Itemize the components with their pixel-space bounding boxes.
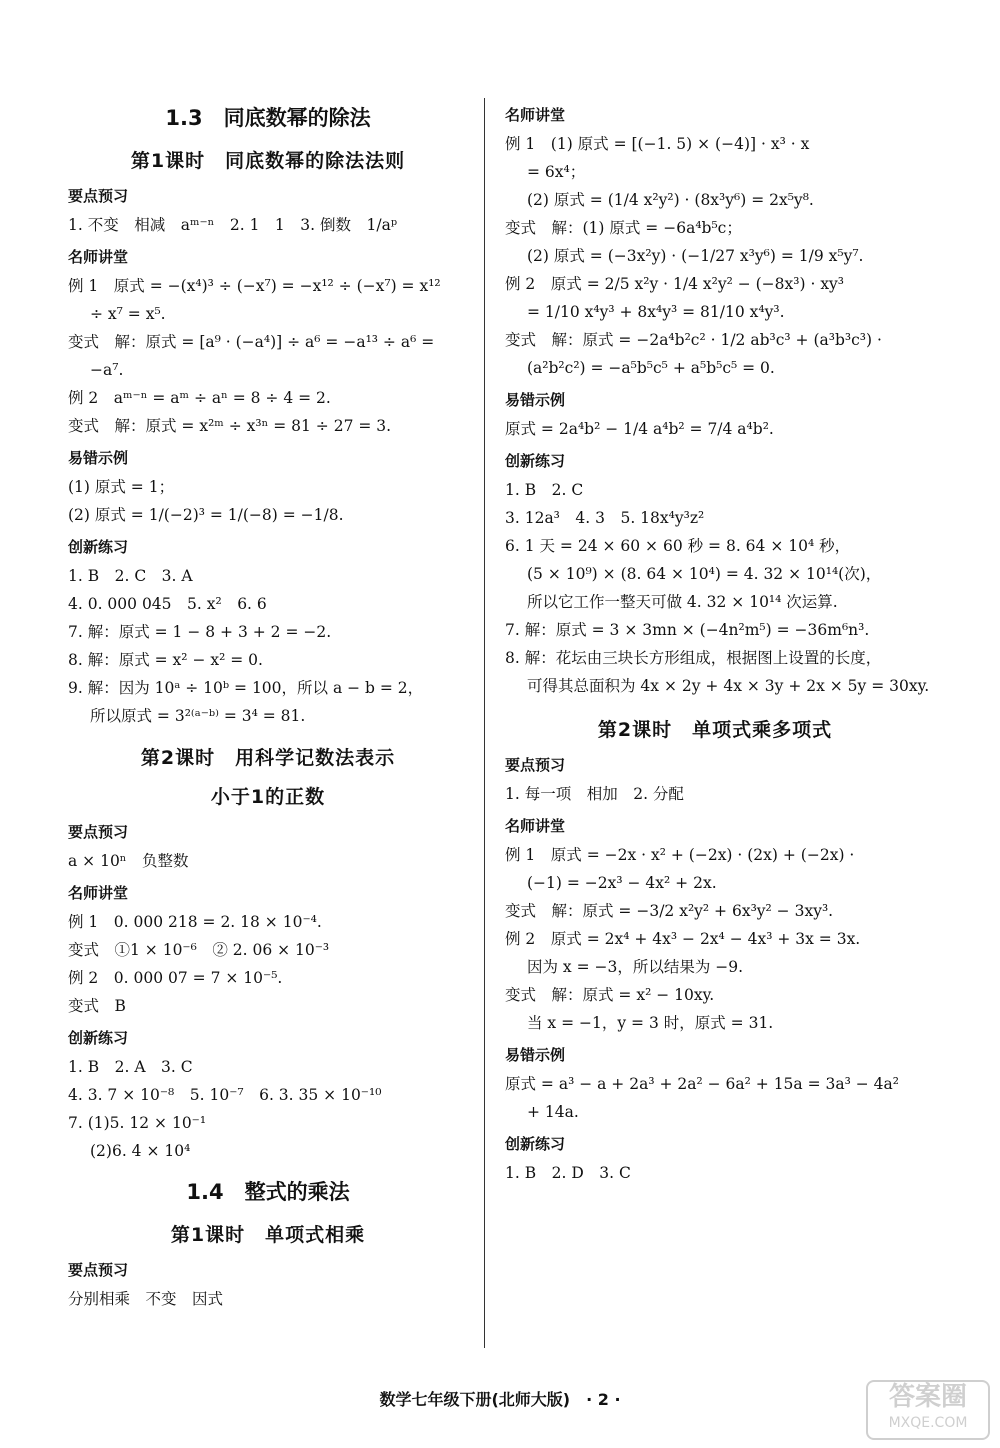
answer-line: 例 2 0. 000 07 = 7 × 10⁻⁵. (68, 969, 283, 987)
answer-line: + 14a. (527, 1103, 579, 1121)
lesson2-content (68, 821, 468, 1164)
answer-line: 8. 解：原式 = x² − x² = 0. (68, 651, 263, 669)
answer-line: 1. B 2. A 3. C (68, 1058, 193, 1076)
column-divider (484, 98, 485, 1348)
answer-line: 变式 解：原式 = x²ᵐ ÷ x³ⁿ = 81 ÷ 27 = 3. (68, 417, 392, 435)
lesson1-content (68, 185, 468, 729)
section-heading: 易错示例 (505, 1046, 566, 1064)
answer-line: 3. 12a³ 4. 3 5. 18x⁴y³z² (505, 509, 705, 527)
answer-line: 7. 解：原式 = 1 − 8 + 3 + 2 = −2. (68, 623, 332, 641)
section-heading: 易错示例 (68, 449, 129, 467)
lesson-title-1: 第1课时 同底数幂的除法法则 (130, 150, 406, 172)
answer-line: 例 2 原式 = 2x⁴ + 4x³ − 2x⁴ − 4x³ + 3x = 3x. (505, 930, 861, 948)
answer-line: ÷ x⁷ = x⁵. (90, 305, 166, 323)
answer-line: 变式 ①1 × 10⁻⁶ ② 2. 06 × 10⁻³ (68, 941, 330, 959)
watermark-url: MXQE.COM (888, 1415, 968, 1431)
answer-line: 例 1 (1) 原式 = [(−1. 5) × (−4)] · x³ · x (505, 135, 810, 153)
answer-line: 1. 不变 相减 aᵐ⁻ⁿ 2. 1 1 3. 倒数 1/aᵖ (68, 216, 398, 234)
watermark-title: 答案圈 (888, 1382, 967, 1412)
answer-line: 变式 解：(1) 原式 = −6a⁴b⁵c； (505, 219, 742, 237)
section-heading: 要点预习 (68, 823, 129, 841)
answer-line: = 6x⁴； (527, 163, 586, 181)
section-heading: 要点预习 (68, 187, 129, 205)
answer-line: 变式 解：原式 = [a⁹ · (−a⁴)] ÷ a⁶ = −a¹³ ÷ a⁶ = (68, 333, 435, 351)
answer-line: −a⁷. (90, 361, 124, 379)
lesson3-content (68, 1259, 468, 1312)
answer-line: (a²b²c²) = −a⁵b⁵c⁵ + a⁵b⁵c⁵ = 0. (527, 359, 775, 377)
answer-line: 6. 1 天 = 24 × 60 × 60 秒 = 8. 64 × 10⁴ 秒， (505, 537, 851, 555)
section-heading: 要点预习 (68, 1261, 129, 1279)
answer-line: 4. 0. 000 045 5. x² 6. 6 (68, 595, 267, 613)
lesson-title-3: 第1课时 单项式相乘 (170, 1224, 366, 1246)
section-heading: 名师讲堂 (68, 248, 129, 266)
answer-line: a × 10ⁿ 负整数 (68, 852, 189, 870)
answer-line: 所以它工作一整天可做 4. 32 × 10¹⁴ 次运算. (527, 593, 838, 611)
section-heading: 创新练习 (68, 538, 129, 556)
answer-line: 分别相乘 不变 因式 (68, 1290, 224, 1308)
answer-line: 所以原式 = 3²⁽ᵃ⁻ᵇ⁾ = 3⁴ = 81. (90, 707, 306, 725)
answer-line: 变式 B (68, 997, 126, 1015)
answer-line: (−1) = −2x³ − 4x² + 2x. (527, 874, 717, 892)
section-heading: 名师讲堂 (505, 817, 566, 835)
section-heading: 创新练习 (505, 452, 566, 470)
answer-line: (2)6. 4 × 10⁴ (90, 1142, 191, 1160)
answer-line: 可得其总面积为 4x × 2y + 4x × 3y + 2x × 5y = 30xy. (527, 677, 930, 695)
answer-line: 例 1 原式 = −2x · x² + (−2x) · (2x) + (−2x) · (505, 846, 855, 864)
answer-line: = 1/10 x⁴y³ + 8x⁴y³ = 81/10 x⁴y³. (527, 303, 785, 321)
answer-line: 因为 x = −3，所以结果为 −9. (527, 958, 744, 976)
lesson-title-2a: 第2课时 用科学记数法表示 (140, 747, 396, 769)
answer-line: 变式 解：原式 = −3/2 x²y² + 6x³y² − 3xy³. (505, 902, 834, 920)
watermark-logo (866, 1380, 990, 1440)
right-block-2 (505, 754, 925, 1186)
section-heading: 名师讲堂 (68, 884, 129, 902)
answer-line: (5 × 10⁹) × (8. 64 × 10⁴) = 4. 32 × 10¹⁴(次)， (527, 565, 882, 583)
answer-line: (2) 原式 = (−3x²y) · (−1/27 x³y⁶) = 1/9 x⁵y⁷. (527, 247, 864, 265)
answer-line: 1. B 2. C 3. A (68, 567, 193, 585)
lesson-title-2b: 小于1的正数 (210, 786, 326, 808)
answer-line: 7. 解：原式 = 3 × 3mn × (−4n²m⁵) = −36m⁶n³. (505, 621, 870, 639)
answer-line: 例 2 原式 = 2/5 x²y · 1/4 x²y² − (−8x³) · xy³ (505, 275, 845, 293)
answer-line: 例 1 原式 = −(x⁴)³ ÷ (−x⁷) = −x¹² ÷ (−x⁷) = x¹² (68, 277, 441, 295)
section-heading: 创新练习 (505, 1135, 566, 1153)
answer-line: (2) 原式 = (1/4 x²y²) · (8x³y⁶) = 2x⁵y⁸. (527, 191, 814, 209)
answer-line: 当 x = −1，y = 3 时，原式 = 31. (527, 1014, 774, 1032)
answer-line: 例 2 aᵐ⁻ⁿ = aᵐ ÷ aⁿ = 8 ÷ 4 = 2. (68, 389, 331, 407)
answer-line: 9. 解：因为 10ᵃ ÷ 10ᵇ = 100，所以 a − b = 2， (68, 679, 424, 697)
left-column (68, 96, 468, 1314)
section-title-1-4: 1.4 整式的乘法 (186, 1180, 350, 1204)
answer-line: 1. 每一项 相加 2. 分配 (505, 785, 684, 803)
right-column (505, 96, 930, 1188)
answer-line: 8. 解：花坛由三块长方形组成，根据图上设置的长度， (505, 649, 882, 667)
answer-line: 原式 = a³ − a + 2a³ + 2a² − 6a² + 15a = 3a³ − 4a² (505, 1075, 899, 1093)
page-footer: 数学七年级下册(北师大版) · 2 · (379, 1390, 621, 1409)
answer-line: 例 1 0. 000 218 = 2. 18 × 10⁻⁴. (68, 913, 322, 931)
section-heading: 名师讲堂 (505, 106, 566, 124)
section-heading: 要点预习 (505, 756, 566, 774)
section-title-1-3: 1.3 同底数幂的除法 (165, 106, 371, 130)
answer-line: 原式 = 2a⁴b² − 1/4 a⁴b² = 7/4 a⁴b². (505, 420, 774, 438)
right-block-1 (505, 104, 930, 699)
answer-line: 变式 解：原式 = −2a⁴b²c² · 1/2 ab³c³ + (a³b³c³) · (505, 331, 882, 349)
lesson-title-4: 第2课时 单项式乘多项式 (597, 719, 833, 741)
answer-line: 变式 解：原式 = x² − 10xy. (505, 986, 715, 1004)
answer-line: 7. (1)5. 12 × 10⁻¹ (68, 1114, 207, 1132)
answer-line: (1) 原式 = 1； (68, 478, 175, 496)
section-heading: 创新练习 (68, 1029, 129, 1047)
answer-line: 4. 3. 7 × 10⁻⁸ 5. 10⁻⁷ 6. 3. 35 × 10⁻¹⁰ (68, 1086, 382, 1104)
section-heading: 易错示例 (505, 391, 566, 409)
answer-line: 1. B 2. C (505, 481, 584, 499)
answer-line: 1. B 2. D 3. C (505, 1164, 631, 1182)
answer-line: (2) 原式 = 1/(−2)³ = 1/(−8) = −1/8. (68, 506, 344, 524)
